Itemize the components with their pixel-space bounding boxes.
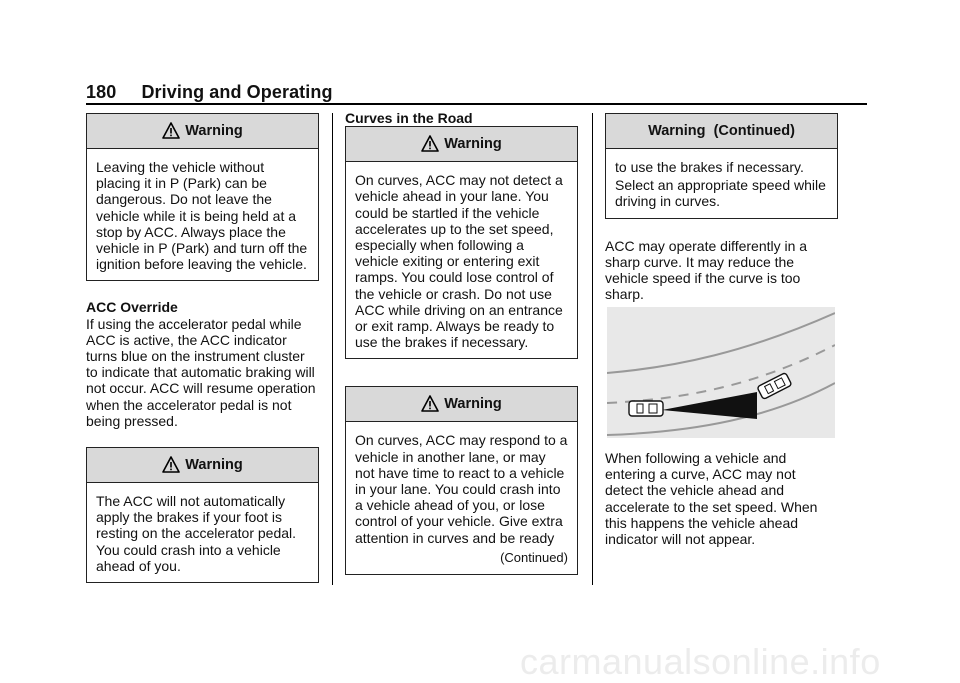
page-number: 180 [86,82,117,102]
warning-title: Warning [185,457,243,474]
warning-text: On curves, ACC may respond to a vehicle in another lane, or may not have time to react to a vehicle in your lane. You could crash into a vehicle ahead of you, or lose control of your vehicle. Give extra attention in curves and be ready [355,432,568,546]
warning-icon [421,395,439,412]
warning-box-park [86,113,319,281]
watermark: carmanualsonline.info [520,641,881,682]
header-rule [86,103,867,105]
page-header [86,82,333,103]
section-title: Driving and Operating [141,82,333,102]
warning-body: On curves, ACC may not detect a vehicle ahead in your lane. You could be startled if the vehicle accelerates up to the set speed, especially when following a vehicle exiting or entering exit ramps. You could lose control of the vehicle or crash. Do not use ACC while driving on an entrance or exit ramp. Always be ready to use the brakes if necessary. [355,172,563,351]
warning-header [87,114,318,149]
warning-header [346,387,577,422]
warning-body: Leaving the vehicle without placing it in P (Park) can be dangerous. Do not leave the vehicle while it is being held at a stop by ACC. Always place the vehicle in P (Park) and turn off the ignition before leaving the vehicle. [96,159,308,273]
warning-title: Warning [444,136,502,153]
warning-body [346,422,577,574]
following-curve-text: When following a vehicle and entering a curve, ACC may not detect the vehicle ahead and accelerate to the set speed. When this happens the vehicle ahead indicator will not appear. [605,450,818,548]
column-2 [345,110,578,575]
acc-override-heading: ACC Override [86,299,178,316]
curve-road-diagram [607,307,835,438]
warning-body [606,149,837,218]
column-3 [605,113,838,302]
warning-title: Warning [185,123,243,139]
warning-header: Warning (Continued) [606,114,837,149]
warning-icon [421,135,439,152]
warning-box-continued [605,113,838,219]
warning-icon [162,122,180,139]
column-1 [86,113,319,583]
curves-heading: Curves in the Road [345,110,473,126]
warning-box-curves-detect [345,126,578,359]
warning-box-curves-respond [345,386,578,575]
column-divider-1 [332,113,333,585]
warning-box-brakes [86,447,319,583]
warning-header [87,448,318,483]
acc-override-text: If using the accelerator pedal while ACC is active, the ACC indicator turns blue on the instrument cluster to indicate that automatic braking will not occur. ACC will resume operation when the accelerator pedal is not being pressed. [86,315,316,429]
curve-behavior-text: ACC may operate differently in a sharp curve. It may reduce the vehicle speed if the curve is too sharp. [605,237,808,303]
following-car-icon [629,401,663,416]
warning-text-1: to use the brakes if necessary. [615,159,804,175]
warning-icon [162,456,180,473]
warning-title: Warning [444,396,502,413]
warning-text-2: Select an appropriate speed while driving in curves. [615,177,826,210]
continued-label: (Continued) [500,549,568,565]
column-divider-2 [592,113,593,585]
warning-body: The ACC will not automatically apply the brakes if your foot is resting on the accelerator pedal. You could crash into a vehicle ahead of you. [96,493,297,574]
curve-road-illustration [607,307,835,438]
warning-header [346,127,577,162]
